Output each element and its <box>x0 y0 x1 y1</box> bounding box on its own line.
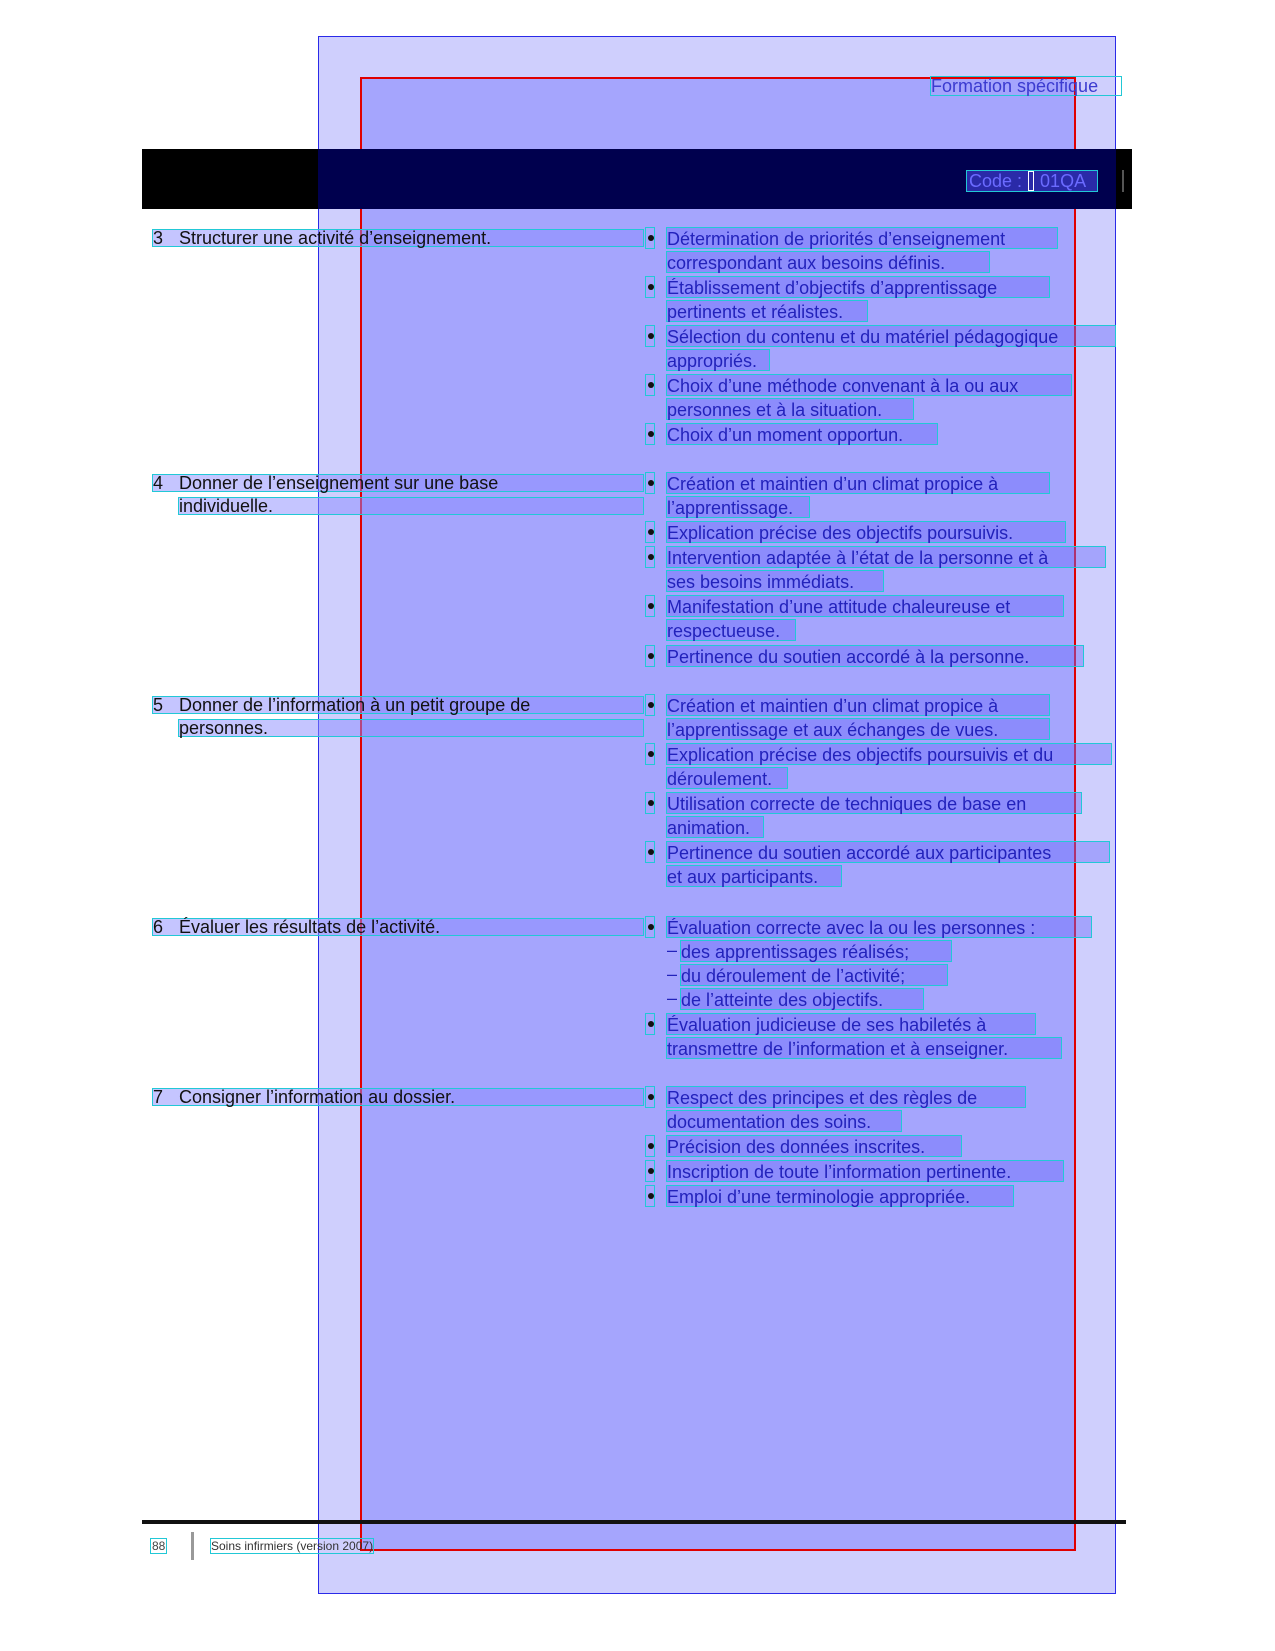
dash-icon: – <box>667 988 678 1008</box>
criterion-text: ses besoins immédiats. <box>666 570 884 592</box>
competency-title-continued: individuelle. <box>178 497 644 515</box>
criterion-text: Intervention adaptée à l’état de la personne et à <box>666 546 1106 568</box>
bullet-icon <box>645 546 655 568</box>
sub-criterion-text: des apprentissages réalisés; <box>680 940 952 962</box>
criterion-text: Respect des principes et des règles de <box>666 1086 1026 1108</box>
sub-criterion-text: du déroulement de l’activité; <box>680 964 948 986</box>
criterion-text: Manifestation d’une attitude chaleureuse et <box>666 595 1064 617</box>
bullet-icon <box>645 916 655 938</box>
criterion-text: l’apprentissage et aux échanges de vues. <box>666 718 1050 740</box>
sub-criterion-text: de l’atteinte des objectifs. <box>680 988 924 1010</box>
bullet-icon <box>645 841 655 863</box>
bullet-icon <box>645 227 655 249</box>
document-title: Soins infirmiers (version 2007) <box>211 1539 374 1553</box>
bullet-icon <box>645 276 655 298</box>
bullet-icon <box>645 521 655 543</box>
criterion-text: Choix d’un moment opportun. <box>666 423 938 445</box>
criterion-text: Sélection du contenu et du matériel pédagogique <box>666 325 1116 347</box>
dash-icon: – <box>667 940 678 960</box>
criterion-text: Évaluation judicieuse de ses habiletés à <box>666 1013 1036 1035</box>
criterion-text: Établissement d’objectifs d’apprentissage <box>666 276 1050 298</box>
header-tick <box>1122 170 1124 192</box>
competency-title: 3 Structurer une activité d’enseignement. <box>152 229 644 247</box>
competency-title: 7 Consigner l’information au dossier. <box>152 1088 644 1106</box>
code-separator <box>1028 171 1034 191</box>
criterion-text: Choix d’une méthode convenant à la ou aux <box>666 374 1072 396</box>
bullet-icon <box>645 1160 655 1182</box>
criterion-text: Évaluation correcte avec la ou les personnes : <box>666 916 1092 938</box>
criterion-text: appropriés. <box>666 349 770 371</box>
competency-title: 6 Évaluer les résultats de l’activité. <box>152 918 644 936</box>
criterion-text: l’apprentissage. <box>666 496 810 518</box>
competency-title: 5 Donner de l’information à un petit groupe de <box>152 696 644 714</box>
criterion-text: Utilisation correcte de techniques de base en <box>666 792 1082 814</box>
bullet-icon <box>645 1185 655 1207</box>
bullet-icon <box>645 472 655 494</box>
bullet-icon <box>645 595 655 617</box>
criterion-text: Pertinence du soutien accordé à la personne. <box>666 645 1084 667</box>
criterion-text: respectueuse. <box>666 619 796 641</box>
bullet-icon <box>645 694 655 716</box>
footer-separator <box>191 1532 194 1560</box>
bullet-icon <box>645 743 655 765</box>
section-label: Formation spécifique <box>930 76 1122 96</box>
criterion-text: documentation des soins. <box>666 1110 902 1132</box>
criterion-text: Création et maintien d’un climat propice à <box>666 694 1050 716</box>
bullet-icon <box>645 423 655 445</box>
criterion-text: Emploi d’une terminologie appropriée. <box>666 1185 1014 1207</box>
criterion-text: Détermination de priorités d’enseignement <box>666 227 1058 249</box>
competency-title-continued: personnes. <box>178 719 644 737</box>
course-code-value: 01QA <box>1040 171 1087 191</box>
bullet-icon <box>645 1013 655 1035</box>
course-code-label: Code : <box>969 171 1023 191</box>
criterion-text: Inscription de toute l’information pertinente. <box>666 1160 1064 1182</box>
criterion-text: Explication précise des objectifs poursuivis et du <box>666 743 1112 765</box>
criterion-text: et aux participants. <box>666 865 842 887</box>
bullet-icon <box>645 792 655 814</box>
bullet-icon <box>645 325 655 347</box>
criterion-text: Pertinence du soutien accordé aux participantes <box>666 841 1110 863</box>
criterion-text: transmettre de l’information et à enseigner. <box>666 1037 1062 1059</box>
criterion-text: Explication précise des objectifs poursuivis. <box>666 521 1066 543</box>
criterion-text: déroulement. <box>666 767 788 789</box>
competency-title: 4 Donner de l’enseignement sur une base <box>152 474 644 492</box>
bullet-icon <box>645 374 655 396</box>
dash-icon: – <box>667 964 678 984</box>
bullet-icon <box>645 1135 655 1157</box>
criterion-text: correspondant aux besoins définis. <box>666 251 990 273</box>
bullet-icon <box>645 1086 655 1108</box>
criterion-text: pertinents et réalistes. <box>666 300 868 322</box>
criterion-text: Précision des données inscrites. <box>666 1135 962 1157</box>
bullet-icon <box>645 645 655 667</box>
criterion-text: Création et maintien d’un climat propice à <box>666 472 1050 494</box>
course-code <box>966 170 1098 192</box>
page-number: 88 <box>152 1539 166 1553</box>
criterion-text: personnes et à la situation. <box>666 398 914 420</box>
footer-rule <box>142 1520 1126 1524</box>
criterion-text: animation. <box>666 816 764 838</box>
